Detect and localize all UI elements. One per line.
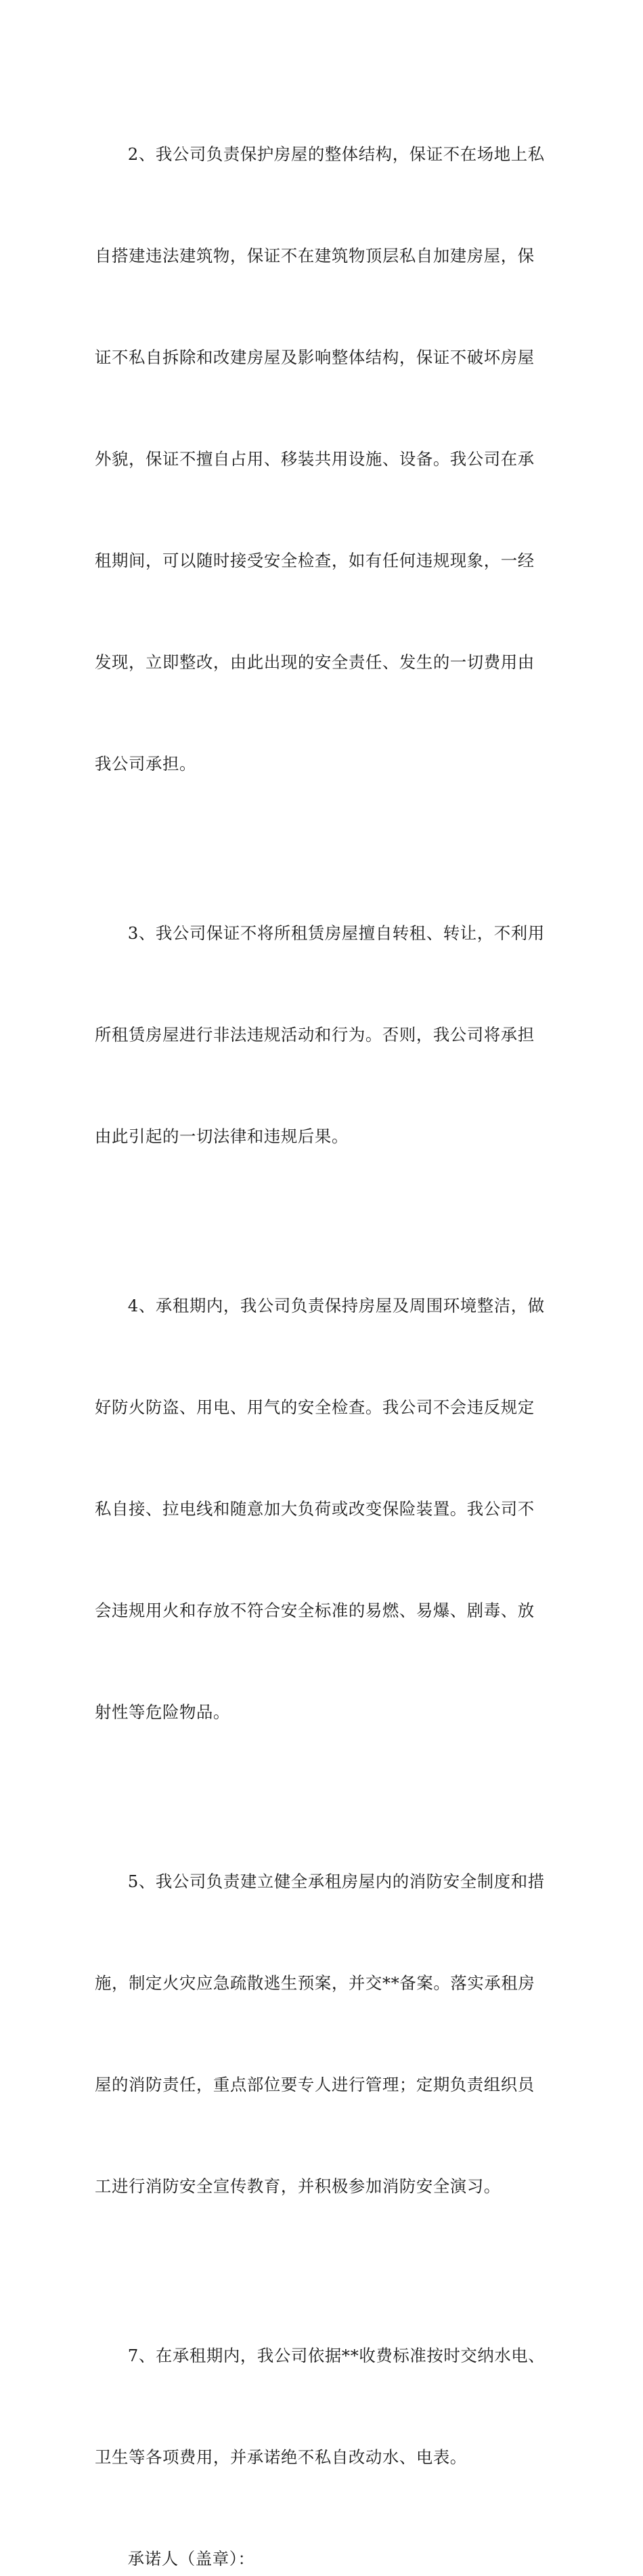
text-line: 射性等危险物品。 <box>95 1702 230 1722</box>
text-line: 4、承租期内，我公司负责保持房屋及周围环境整洁，做 <box>127 1296 545 1315</box>
text-line: 发现，立即整改，由此出现的安全责任、发生的一切费用由 <box>95 652 535 672</box>
document-page <box>95 70 554 2576</box>
text-line: 屋的消防责任，重点部位要专人进行管理；定期负责组织员 <box>95 2075 535 2094</box>
text-line: 租期间，可以随时接受安全检查，如有任何违规现象，一经 <box>95 551 535 570</box>
text-line: 我公司承担。 <box>95 754 196 774</box>
text-line: 外貌，保证不擅自占用、移装共用设施、设备。我公司在承 <box>95 449 535 469</box>
text-line: 3、我公司保证不将所租赁房屋擅自转租、转让，不利用 <box>127 923 545 943</box>
text-line: 5、我公司负责建立健全承租房屋内的消防安全制度和措 <box>127 1872 545 1891</box>
text-line: 2、我公司负责保护房屋的整体结构，保证不在场地上私 <box>127 144 545 164</box>
clause-3 <box>95 849 554 1221</box>
text-line: 私自接、拉电线和随意加大负荷或改变保险装置。我公司不 <box>95 1499 535 1519</box>
clause-7 <box>95 2271 554 2542</box>
text-line: 7、在承租期内，我公司依据**收费标准按时交纳水电、 <box>127 2346 546 2365</box>
clause-5 <box>95 1797 554 2271</box>
text-line: 好防火防盗、用电、用气的安全检查。我公司不会违反规定 <box>95 1397 535 1417</box>
signature-line: 承诺人（盖章）： <box>127 2549 255 2569</box>
text-line: 自搭建违法建筑物，保证不在建筑物顶层私自加建房屋，保 <box>95 246 535 266</box>
text-line: 施，制定火灾应急疏散逃生预案，并交**备案。落实承租房 <box>95 1973 535 1993</box>
text-line: 证不私自拆除和改建房屋及影响整体结构，保证不破坏房屋 <box>95 347 535 367</box>
text-line: 工进行消防安全宣传教育，并积极参加消防安全演习。 <box>95 2176 501 2196</box>
text-line: 由此引起的一切法律和违规后果。 <box>95 1126 349 1146</box>
clause-4 <box>95 1221 554 1797</box>
text-line: 会违规用火和存放不符合安全标准的易燃、易爆、剧毒、放 <box>95 1601 535 1620</box>
text-line: 所租赁房屋进行非法违规活动和行为。否则，我公司将承担 <box>95 1025 535 1044</box>
clause-2 <box>95 70 554 849</box>
text-line: 卫生等各项费用，并承诺绝不私自改动水、电表。 <box>95 2447 467 2467</box>
